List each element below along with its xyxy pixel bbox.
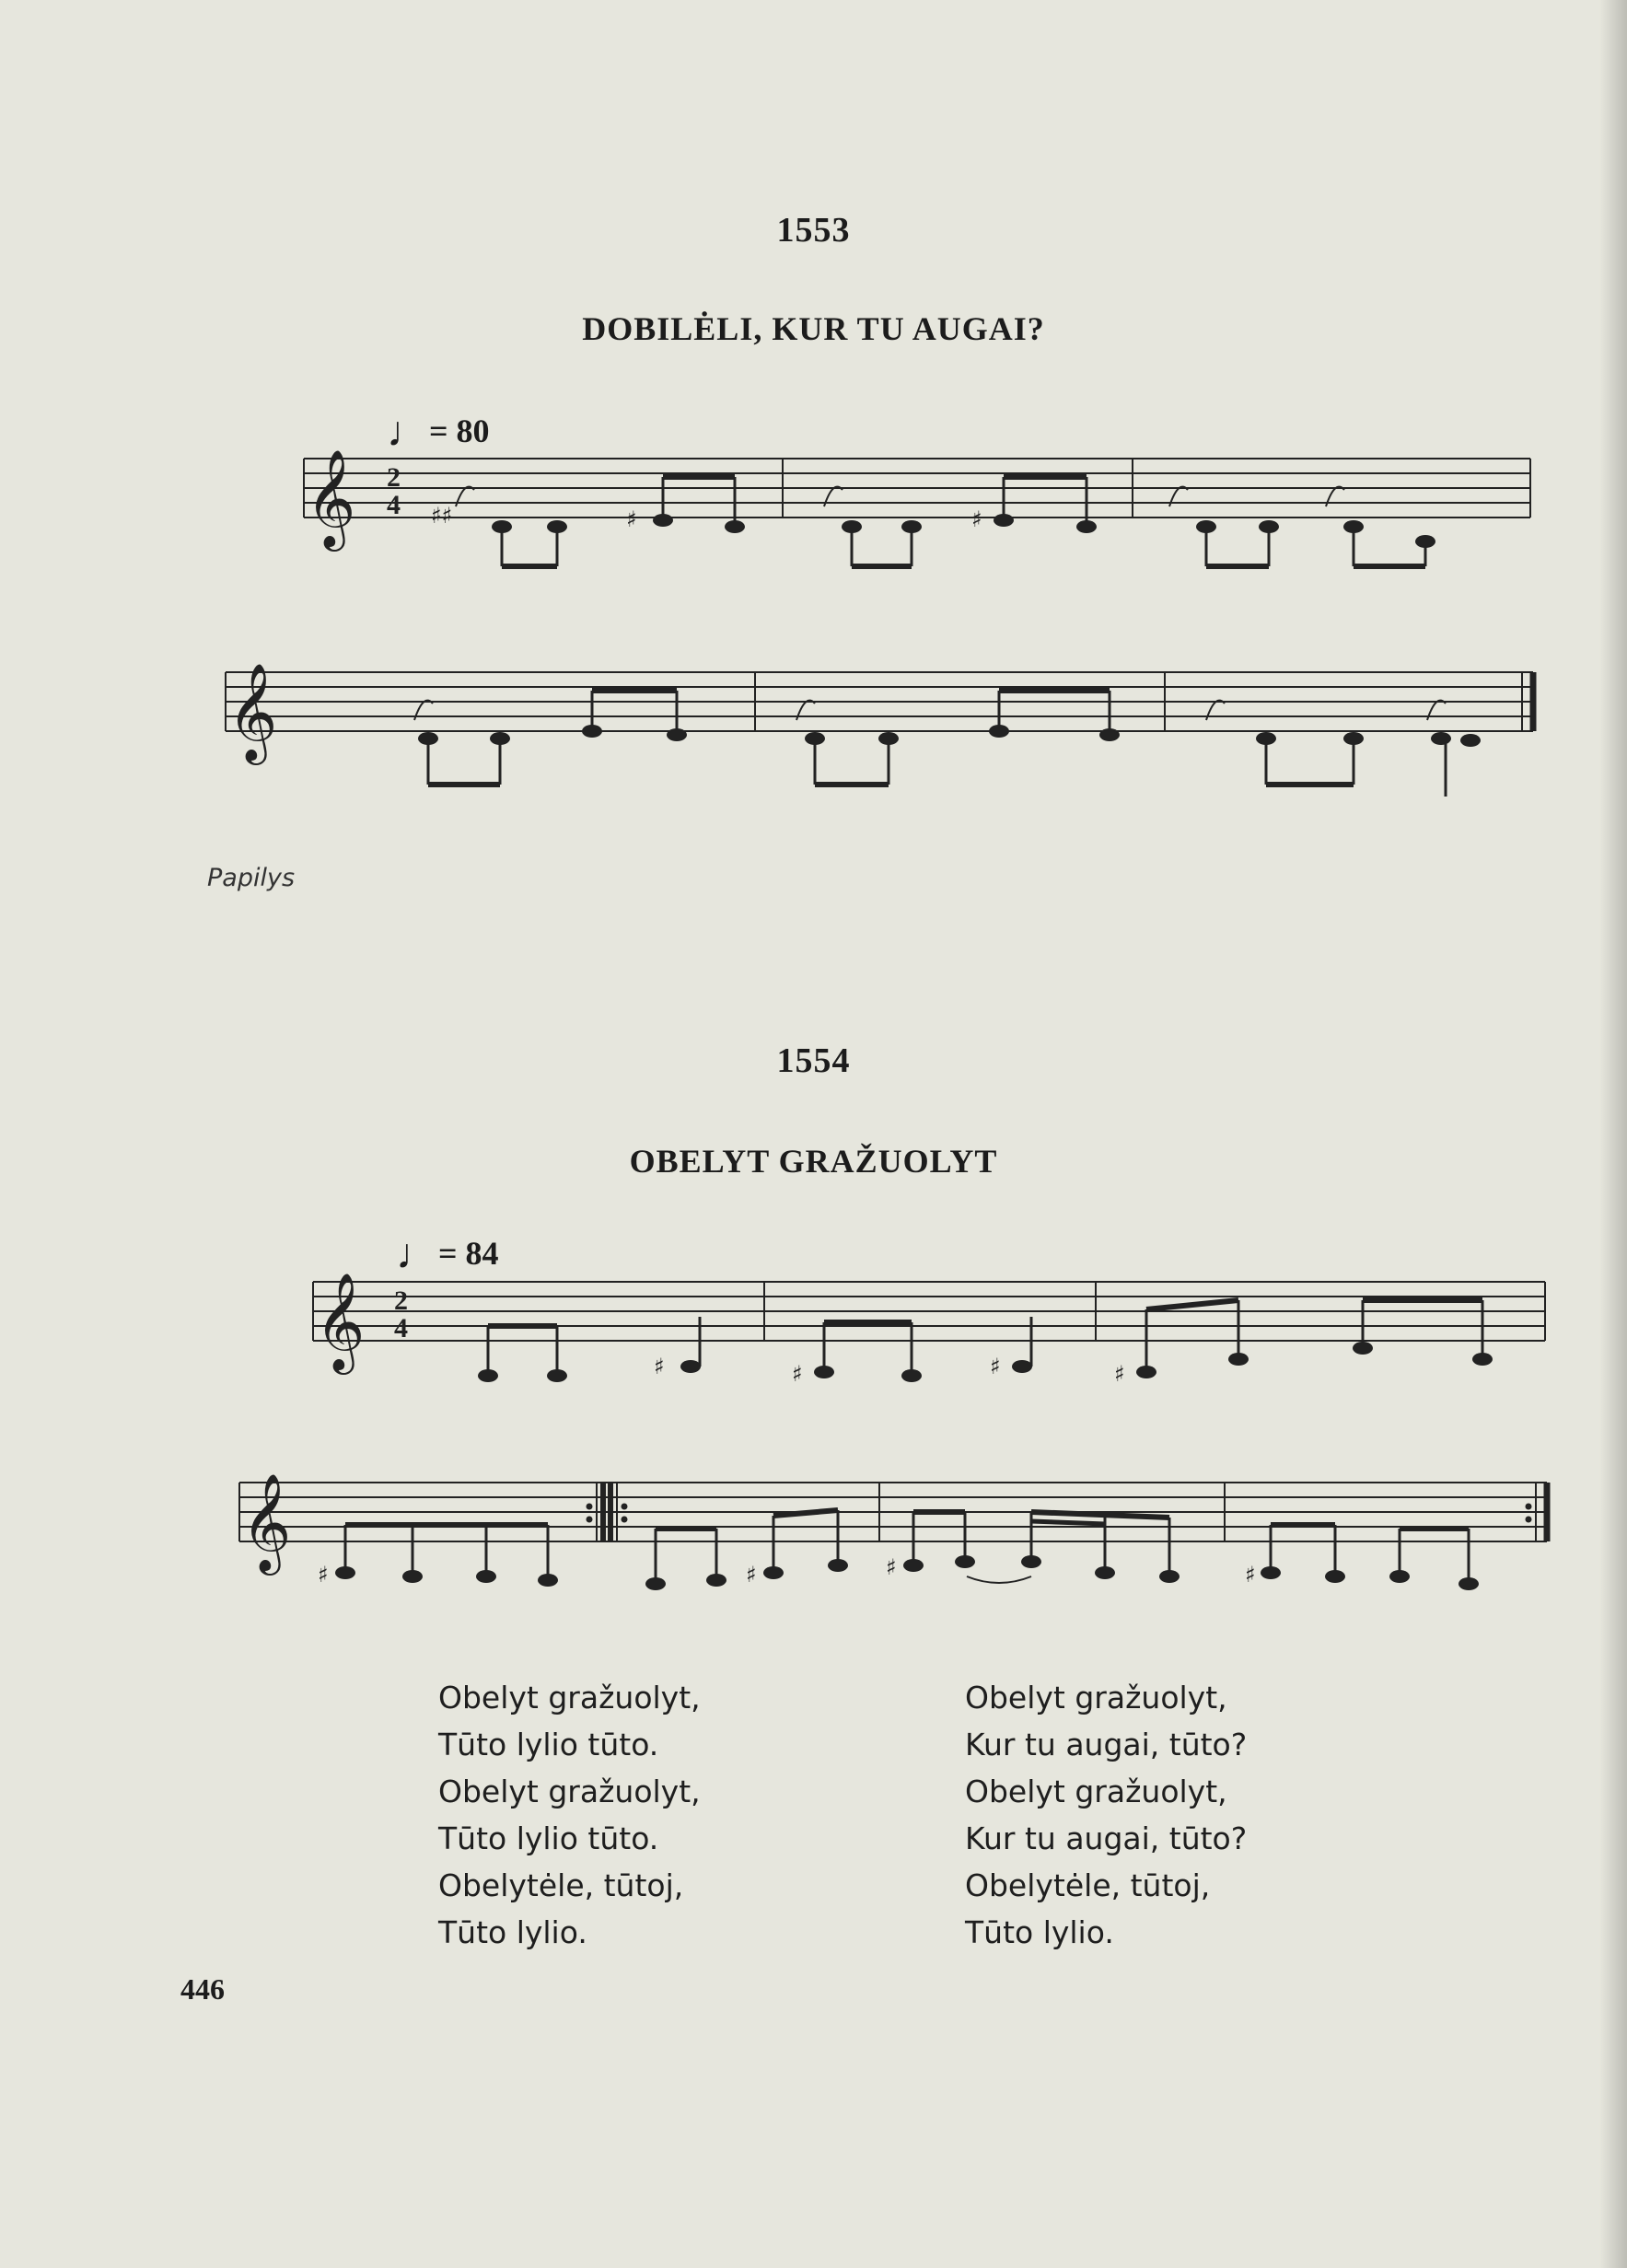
svg-text:♯: ♯	[318, 1562, 329, 1588]
lyric-line: Obelytėle, tūtoj,	[438, 1867, 684, 1903]
place-of-recording: Papilys	[207, 864, 296, 892]
song-number: 1553	[776, 211, 851, 250]
svg-text:♯: ♯	[792, 1361, 803, 1387]
svg-text:♯: ♯	[1114, 1361, 1125, 1387]
lyric-line: Tūto lylio.	[438, 1914, 587, 1950]
time-signature-bottom: 4	[394, 1313, 408, 1343]
song-title: OBELYT GRAŽUOLYT	[629, 1143, 998, 1180]
treble-clef-icon: 𝄞	[315, 1272, 366, 1370]
svg-text:♯: ♯	[990, 1354, 1001, 1379]
tempo-value: = 84	[438, 1235, 499, 1272]
svg-text:♯: ♯	[654, 1354, 665, 1379]
staff-1553-2	[207, 635, 1542, 810]
lyric-line: Kur tu augai, tūto?	[965, 1820, 1248, 1856]
treble-clef-icon: 𝄞	[227, 662, 278, 761]
svg-text:♯: ♯	[626, 506, 637, 532]
lyric-line: Tūto lylio tūto.	[438, 1727, 659, 1762]
lyric-line: Obelytėle, tūtoj,	[965, 1867, 1211, 1903]
time-signature-bottom: 4	[387, 490, 401, 520]
song-number: 1554	[776, 1041, 851, 1080]
svg-text:♯♯: ♯♯	[431, 503, 453, 529]
lyrics-left-column	[438, 1674, 701, 1956]
svg-text:♯: ♯	[746, 1562, 757, 1588]
staff-1554-2	[230, 1464, 1556, 1611]
quarter-note-icon: ♩	[387, 408, 429, 455]
svg-text:♯: ♯	[1245, 1562, 1256, 1588]
lyrics-right-column	[965, 1674, 1247, 1956]
lyric-line: Obelyt gražuolyt,	[438, 1774, 701, 1809]
page-number: 446	[180, 1972, 225, 2006]
lyric-line: Obelyt gražuolyt,	[965, 1774, 1227, 1809]
quarter-note-icon: ♩	[396, 1230, 438, 1277]
svg-text:♯: ♯	[971, 506, 982, 532]
lyric-line: Tūto lylio tūto.	[438, 1820, 659, 1856]
time-signature-top: 2	[394, 1285, 408, 1316]
lyric-line: Obelyt gražuolyt,	[965, 1680, 1227, 1716]
lyric-line: Kur tu augai, tūto?	[965, 1727, 1248, 1762]
staff-1553-1	[295, 442, 1538, 580]
svg-text:♯: ♯	[886, 1554, 897, 1580]
staff-1554-1	[304, 1263, 1556, 1402]
treble-clef-icon: 𝄞	[306, 448, 356, 547]
lyric-line: Tūto lylio.	[965, 1914, 1114, 1950]
treble-clef-icon: 𝄞	[241, 1472, 292, 1571]
song-title: DOBILĖLI, KUR TU AUGAI?	[582, 310, 1045, 347]
tempo-value: = 80	[429, 413, 490, 449]
lyric-line: Obelyt gražuolyt,	[438, 1680, 701, 1716]
time-signature-top: 2	[387, 462, 401, 493]
